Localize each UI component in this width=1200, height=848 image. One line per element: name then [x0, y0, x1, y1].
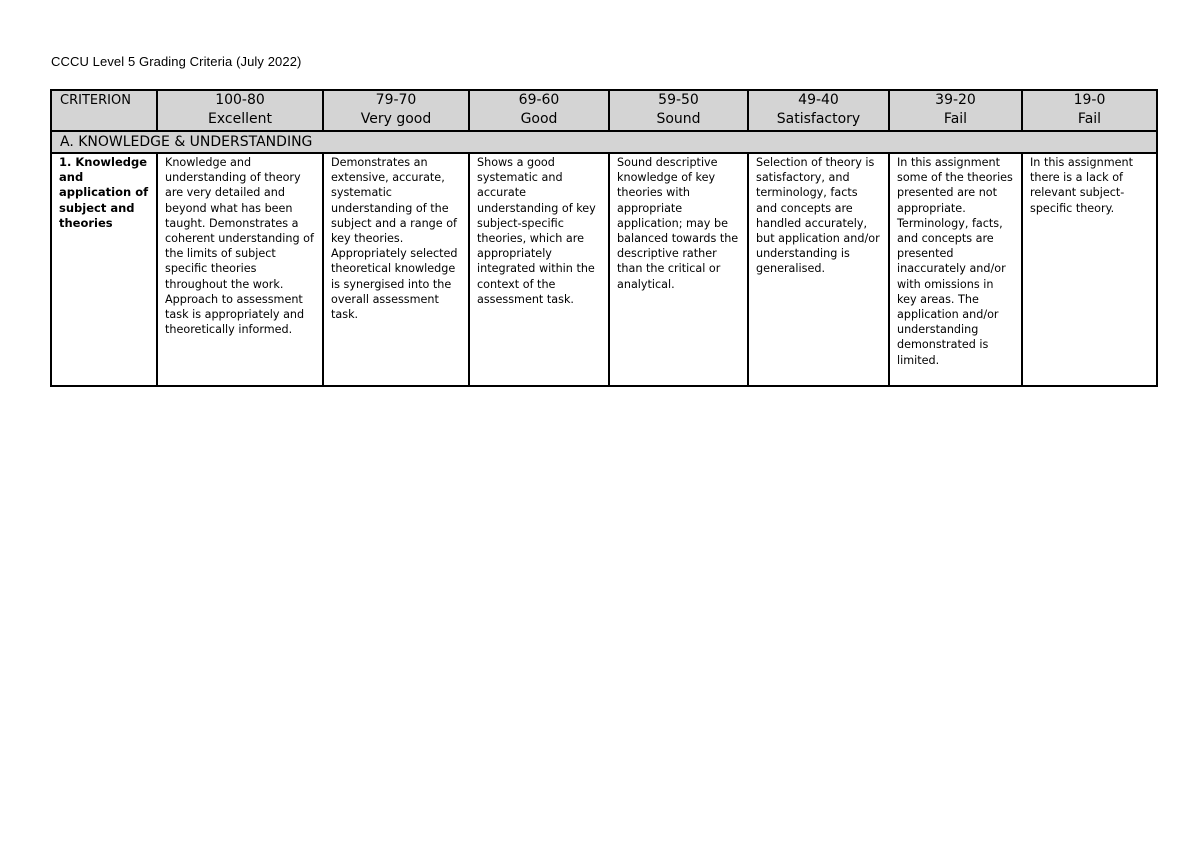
- grade-range: 39-20: [935, 92, 976, 108]
- section-heading: A. KNOWLEDGE & UNDERSTANDING: [51, 131, 1157, 153]
- grade-label: Very good: [360, 111, 432, 127]
- grade-range: 49-40: [798, 92, 839, 108]
- descriptor-cell-sound: Sound descriptive knowledge of key theories with appropriate application; may be balanced towards the descriptive rather than the critical or analytical.: [609, 153, 748, 386]
- header-row: [51, 90, 1157, 131]
- table-row: [51, 153, 1157, 386]
- grade-label: Satisfactory: [776, 111, 861, 127]
- descriptor-cell-fail-39-20: In this assignment some of the theories presented are not appropriate. Terminology, facts, and concepts are presented inaccurately and/or with omissions in key areas. The application and/or understanding demonstrated is limited.: [889, 153, 1022, 386]
- criterion-cell: 1. Knowledge and application of subject and theories: [51, 153, 157, 386]
- grade-range: 19-0: [1073, 92, 1106, 108]
- descriptor-cell-fail-19-0: In this assignment there is a lack of relevant subject-specific theory.: [1022, 153, 1157, 386]
- grading-criteria-table: [50, 89, 1158, 387]
- grade-label: Excellent: [208, 111, 272, 127]
- grade-range: 69-60: [518, 92, 560, 108]
- section-row: [51, 131, 1157, 153]
- column-header-fail-39-20: [889, 90, 1022, 131]
- column-header-very-good: [323, 90, 469, 131]
- column-header-sound: [609, 90, 748, 131]
- grade-range: 79-70: [375, 92, 417, 108]
- grade-label: Fail: [943, 111, 968, 127]
- grade-range: 59-50: [658, 92, 699, 108]
- grade-label: Sound: [656, 111, 701, 127]
- column-header-excellent: [157, 90, 323, 131]
- column-header-satisfactory: [748, 90, 889, 131]
- column-header-good: [469, 90, 609, 131]
- descriptor-cell-excellent: Knowledge and understanding of theory are very detailed and beyond what has been taught. Demonstrates a coherent understanding of the limits of subject specific theories throughout the work. Approach to assessment task is appropriately and theoretically informed.: [157, 153, 323, 386]
- grade-label: Good: [520, 111, 558, 127]
- descriptor-cell-satisfactory: Selection of theory is satisfactory, and terminology, facts and concepts are handled accurately, but application and/or understanding is generalised.: [748, 153, 889, 386]
- criterion-header: CRITERION: [51, 90, 157, 131]
- grade-range: 100-80: [215, 92, 265, 108]
- descriptor-cell-very-good: Demonstrates an extensive, accurate, systematic understanding of the subject and a range of key theories. Appropriately selected theoretical knowledge is synergised into the overall assessment task.: [323, 153, 469, 386]
- column-header-fail-19-0: [1022, 90, 1157, 131]
- document-title: CCCU Level 5 Grading Criteria (July 2022): [51, 54, 302, 69]
- descriptor-cell-good: Shows a good systematic and accurate understanding of key subject-specific theories, which are appropriately integrated within the context of the assessment task.: [469, 153, 609, 386]
- grade-label: Fail: [1077, 111, 1102, 127]
